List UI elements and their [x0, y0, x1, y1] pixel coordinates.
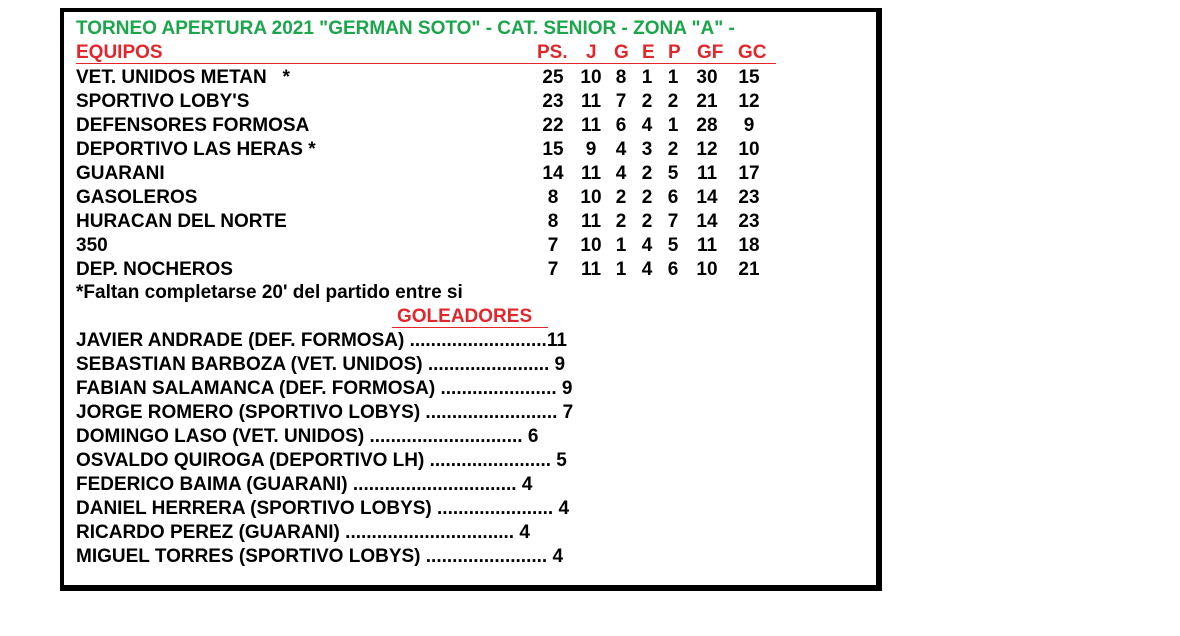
- stat-j: 10: [580, 187, 602, 208]
- stat-gc: 10: [738, 139, 760, 160]
- team-name: DEPORTIVO LAS HERAS *: [76, 139, 316, 160]
- stat-p: 2: [667, 139, 679, 160]
- col-gf: GF: [697, 42, 724, 63]
- col-gc: GC: [738, 42, 767, 63]
- col-g: G: [614, 42, 629, 63]
- stat-ps: 8: [547, 211, 559, 232]
- scorer-row: MIGUEL TORRES (SPORTIVO LOBYS) ....................... 4: [76, 546, 564, 567]
- team-name: VET. UNIDOS METAN *: [76, 67, 290, 88]
- stat-gf: 21: [696, 91, 718, 112]
- scorer-row: FABIAN SALAMANCA (DEF. FORMOSA) ...................... 9: [76, 378, 573, 399]
- stat-p: 5: [667, 235, 679, 256]
- stat-g: 2: [615, 211, 627, 232]
- stat-j: 11: [580, 115, 602, 136]
- footnote: *Faltan completarse 20' del partido entre si: [76, 282, 463, 303]
- stat-gf: 10: [696, 259, 718, 280]
- stat-p: 1: [667, 115, 679, 136]
- scorer-row: JAVIER ANDRADE (DEF. FORMOSA) ..........................11: [76, 330, 567, 351]
- team-name: GASOLEROS: [76, 187, 198, 208]
- col-j: J: [586, 42, 597, 63]
- stat-p: 7: [667, 211, 679, 232]
- stat-j: 10: [580, 235, 602, 256]
- goleadores-underline: [392, 327, 548, 328]
- stat-g: 7: [615, 91, 627, 112]
- team-name: GUARANI: [76, 163, 165, 184]
- stat-j: 11: [580, 163, 602, 184]
- stat-gf: 28: [696, 115, 718, 136]
- team-name: DEP. NOCHEROS: [76, 259, 233, 280]
- stat-e: 4: [641, 235, 653, 256]
- scorer-row: RICARDO PEREZ (GUARANI) ................................ 4: [76, 522, 530, 543]
- stat-gc: 21: [738, 259, 760, 280]
- stat-j: 9: [585, 139, 597, 160]
- stat-gc: 23: [738, 187, 760, 208]
- stat-e: 4: [641, 259, 653, 280]
- stat-g: 4: [615, 163, 627, 184]
- stat-gc: 17: [738, 163, 760, 184]
- scorer-row: DANIEL HERRERA (SPORTIVO LOBYS) ...................... 4: [76, 498, 570, 519]
- stat-e: 1: [641, 67, 653, 88]
- stat-ps: 25: [542, 67, 564, 88]
- stat-gc: 18: [738, 235, 760, 256]
- scorer-row: SEBASTIAN BARBOZA (VET. UNIDOS) ....................... 9: [76, 354, 566, 375]
- stat-g: 1: [615, 235, 627, 256]
- stat-ps: 8: [547, 187, 559, 208]
- scorer-row: FEDERICO BAIMA (GUARANI) ............................... 4: [76, 474, 533, 495]
- stat-gf: 11: [696, 163, 718, 184]
- scorer-row: OSVALDO QUIROGA (DEPORTIVO LH) ....................... 5: [76, 450, 567, 471]
- stat-j: 11: [580, 91, 602, 112]
- stat-ps: 7: [547, 235, 559, 256]
- stat-ps: 22: [542, 115, 564, 136]
- goleadores-header: GOLEADORES: [397, 306, 533, 327]
- stat-j: 11: [580, 211, 602, 232]
- stat-g: 8: [615, 67, 627, 88]
- stat-gc: 9: [743, 115, 755, 136]
- stat-g: 1: [615, 259, 627, 280]
- equipos-header: EQUIPOS: [76, 42, 163, 63]
- stat-p: 2: [667, 91, 679, 112]
- col-ps: PS.: [537, 42, 568, 63]
- stat-ps: 23: [542, 91, 564, 112]
- stat-j: 10: [580, 67, 602, 88]
- stat-j: 11: [580, 259, 602, 280]
- stat-ps: 14: [542, 163, 564, 184]
- stat-g: 2: [615, 187, 627, 208]
- stat-gf: 14: [696, 187, 718, 208]
- tournament-title: TORNEO APERTURA 2021 "GERMAN SOTO" - CAT. SENIOR - ZONA "A" -: [76, 18, 735, 39]
- stat-gf: 14: [696, 211, 718, 232]
- team-name: DEFENSORES FORMOSA: [76, 115, 310, 136]
- stat-gf: 12: [696, 139, 718, 160]
- stat-e: 2: [641, 163, 653, 184]
- team-name: HURACAN DEL NORTE: [76, 211, 287, 232]
- stat-p: 1: [667, 67, 679, 88]
- scorer-row: JORGE ROMERO (SPORTIVO LOBYS) ......................... 7: [76, 402, 574, 423]
- stat-gc: 15: [738, 67, 760, 88]
- stat-e: 4: [641, 115, 653, 136]
- stat-p: 6: [667, 259, 679, 280]
- team-name: 350: [76, 235, 108, 256]
- stat-p: 5: [667, 163, 679, 184]
- stat-e: 2: [641, 187, 653, 208]
- col-p: P: [668, 42, 681, 63]
- col-e: E: [642, 42, 655, 63]
- stat-gf: 11: [696, 235, 718, 256]
- stat-g: 6: [615, 115, 627, 136]
- stat-e: 2: [641, 91, 653, 112]
- scorer-row: DOMINGO LASO (VET. UNIDOS) ............................. 6: [76, 426, 539, 447]
- standings-card: [60, 8, 882, 591]
- team-name: SPORTIVO LOBY'S: [76, 91, 250, 112]
- stat-ps: 15: [542, 139, 564, 160]
- stat-ps: 7: [547, 259, 559, 280]
- stat-e: 3: [641, 139, 653, 160]
- stat-g: 4: [615, 139, 627, 160]
- stat-e: 2: [641, 211, 653, 232]
- stat-gc: 23: [738, 211, 760, 232]
- stat-gf: 30: [696, 67, 718, 88]
- stat-gc: 12: [738, 91, 760, 112]
- stat-p: 6: [667, 187, 679, 208]
